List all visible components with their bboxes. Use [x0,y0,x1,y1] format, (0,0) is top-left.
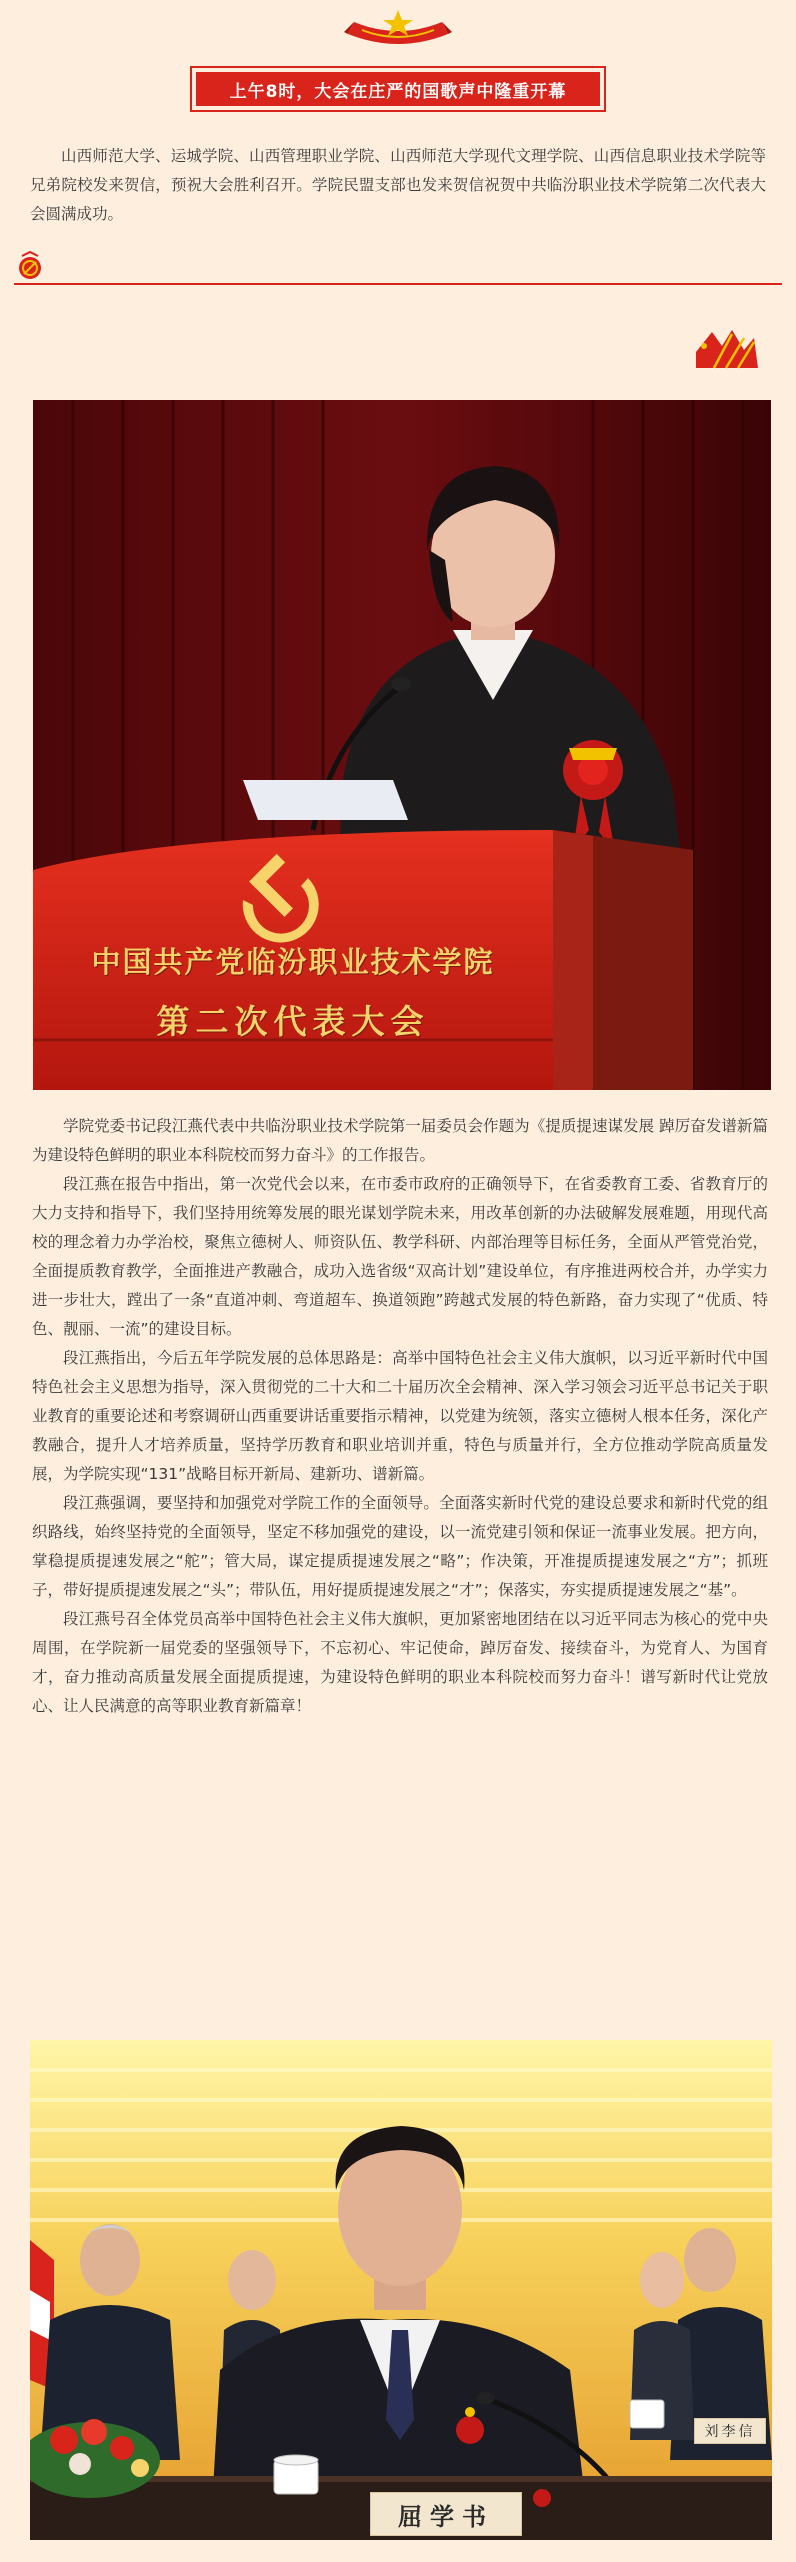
article-body [32,1112,768,1721]
article-paragraph: 学院党委书记段江燕代表中共临汾职业技术学院第一届委员会作题为《提质提速谋发展 踔厉奋发谱新篇 为建设特色鲜明的职业本科院校而努力奋斗》的工作报告。 [32,1117,768,1164]
section-divider [0,248,796,294]
header-ribbon-decoration [0,0,796,62]
speaker-podium-photo [33,400,771,1090]
red-flag-icon [692,324,760,372]
intro-paragraph: 山西师范大学、运城学院、山西管理职业学院、山西师范大学现代文理学院、山西信息职业技术学院等兄弟院校发来贺信，预祝大会胜利召开。学院民盟支部也发来贺信祝贺中共临汾职业技术学院第二次代表大会圆满成功。 [30,147,766,223]
nameplate: 屈学书 [370,2492,522,2536]
nameplate-secondary: 刘李信 [694,2418,766,2444]
headline-box [190,66,606,112]
article-paragraph: 段江燕强调，要坚持和加强党对学院工作的全面领导。全面落实新时代党的建设总要求和新时代党的组织路线，始终坚持党的全面领导，坚定不移加强党的建设，以一流党建引领和保证一流事业发展。把方向，掌稳提质提速发展之“舵”；管大局，谋定提质提速发展之“略”；作决策，开准提质提速发展之“方”；抓班子，带好提质提速发展之“头”；带队伍，用好提质提速发展之“才”；保落实，夯实提质提速发展之“基”。 [32,1494,768,1599]
article-paragraph: 段江燕在报告中指出，第一次党代会以来，在市委市政府的正确领导下，在省委教育工委、省教育厅的大力支持和指导下，我们坚持用统筹发展的眼光谋划学院未来，用改革创新的办法破解发展难题，用现代高校的理念着力办学治校，聚焦立德树人、师资队伍、教学科研、内部治理等目标任务，全面从严管党治党，全面提质教育教学，全面推进产教融合，成功入选省级“双高计划”建设单位，有序推进两校合并，办学实力进一步壮大，蹚出了一条“直道冲刺、弯道超车、换道领跑”跨越式发展的特色新路，奋力实现了“优质、特色、靓丽、一流”的建设目标。 [32,1175,768,1338]
article-paragraph: 段江燕指出，今后五年学院发展的总体思路是：高举中国特色社会主义伟大旗帜，以习近平新时代中国特色社会主义思想为指导，深入贯彻党的二十大和二十届历次全会精神、深入学习领会习近平总书记关于职业教育的重要论述和考察调研山西重要讲话重要指示精神，以党建为统领，落实立德树人根本任务，深化产教融合，提升人才培养质量，坚持学历教育和职业培训并重，特色与质量并行，全方位推动学院高质量发展，为学院实现“131”战略目标开新局、建新功、谱新篇。 [32,1349,768,1483]
party-emblem-icon [19,252,41,279]
article-paragraph: 段江燕号召全体党员高举中国特色社会主义伟大旗帜，更加紧密地团结在以习近平同志为核心的党中央周围，在学院新一届党委的坚强领导下，不忘初心、牢记使命，踔厉奋发、接续奋斗，为党育人、为国育才，奋力推动高质量发展全面提质提速，为建设特色鲜明的职业本科院校而努力奋斗！谱写新时代让党放心、让人民满意的高等职业教育新篇章！ [32,1610,768,1715]
meeting-table-photo [30,2040,772,2540]
podium-banner-line-2: 第二次代表大会 [156,1002,430,1041]
podium-banner-line-1: 中国共产党临汾职业技术学院 [91,945,495,979]
headline-text: 上午8时，大会在庄严的国歌声中隆重开幕 [196,72,600,106]
